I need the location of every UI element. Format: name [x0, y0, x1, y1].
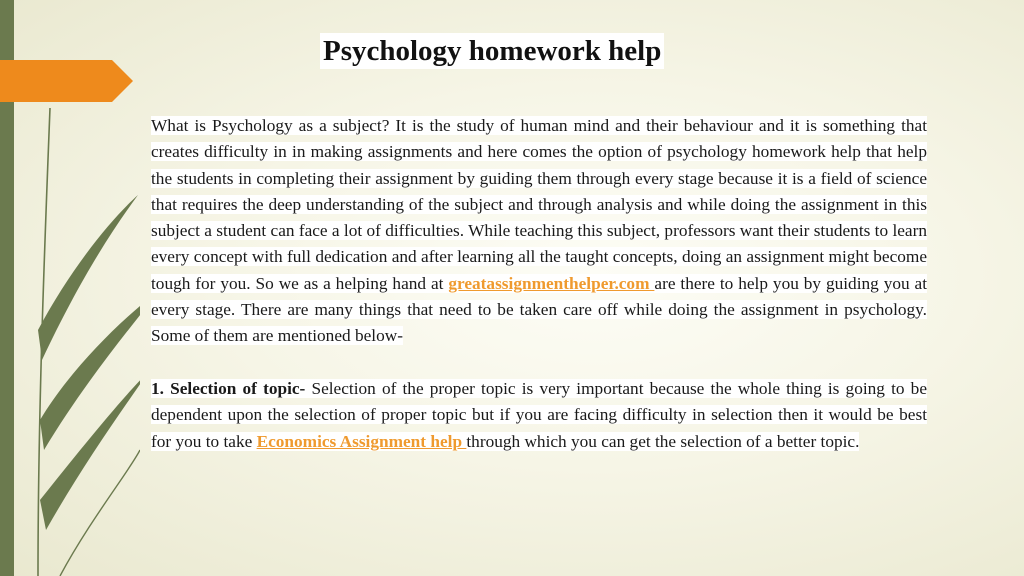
intro-text-1: What is Psychology as a subject? It is the study of human mind and their behaviour and it is something that creates difficulty in in making assignments and here comes the option of psychology homework help that help the students in completing their assignment by guiding them through every stage because it is a field of science that requires the deep understanding of the subject and through analysis and while doing the assignment in this subject a student can face a lot of difficulties. While teaching this subject, professors want their students to learn every concept with full dedication and after learning all the taught concepts, doing an assignment might become tough for you. So we as a helping hand at — [151, 116, 927, 293]
point-1-paragraph — [151, 376, 927, 455]
orange-arrow-tab — [0, 60, 133, 102]
point-1-text-1: Selection of the proper topic is very important because the whole thing is going to be dependent upon the selection of proper topic but if you are facing difficulty in selection then it would be best for you to take — [151, 378, 927, 451]
point-1-text-2: through which you can get the selection of a better topic. — [466, 431, 860, 451]
point-1-heading: 1. Selection of topic- — [151, 378, 306, 398]
economics-assignment-help-link[interactable]: Economics Assignment help — [256, 431, 467, 451]
slide-body — [151, 113, 927, 455]
intro-text-2: are there to help you by guiding you at every stage. There are many things that need to be taken care off while doing the assignment in psychology. Some of them are mentioned below- — [151, 273, 928, 346]
intro-paragraph — [151, 113, 927, 350]
slide-title: Psychology homework help — [320, 33, 664, 69]
greatassignmenthelper-link[interactable]: greatassignmenthelper.com — [448, 273, 655, 293]
